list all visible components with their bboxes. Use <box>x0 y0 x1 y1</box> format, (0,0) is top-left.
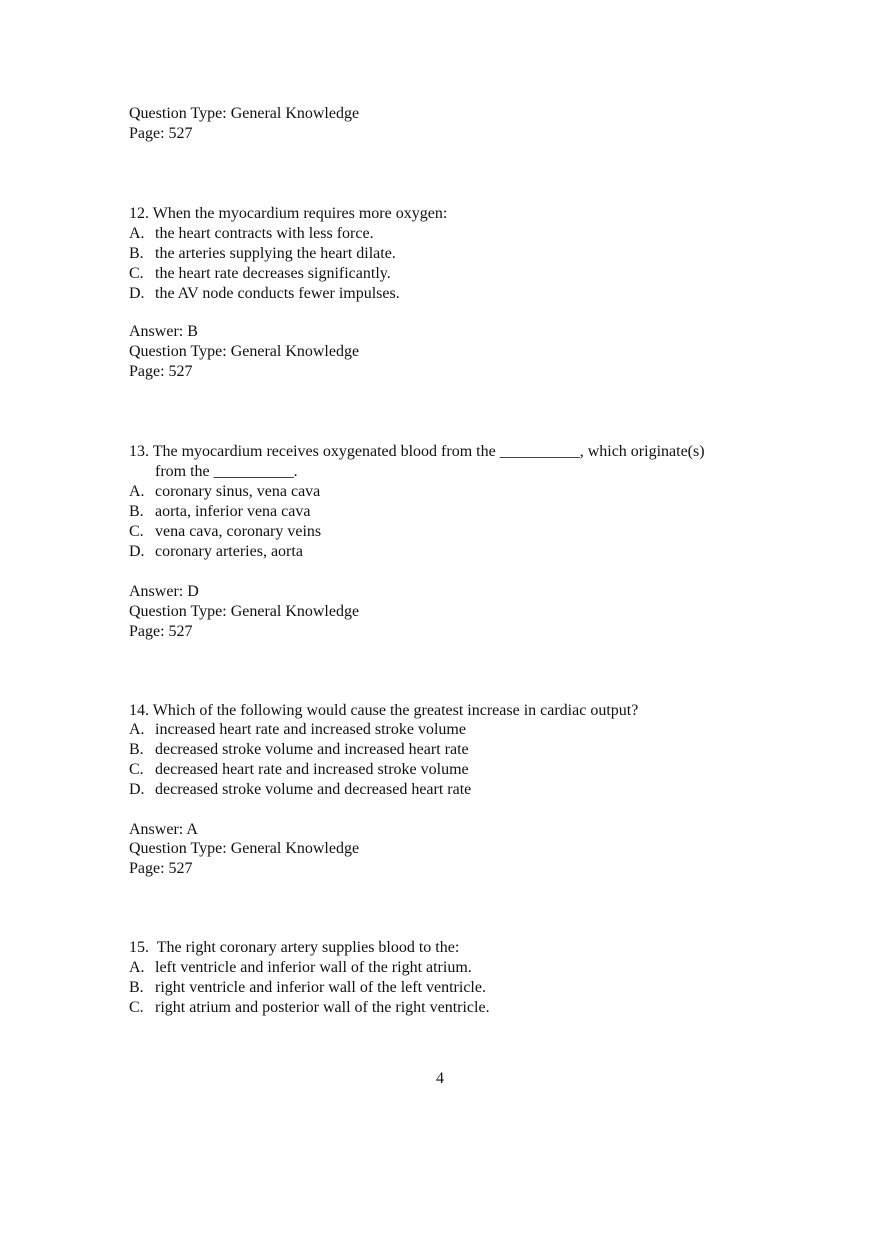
question-type: Question Type: General Knowledge <box>129 840 360 857</box>
question-stem: 14. Which of the following would cause the greatest increase in cardiac output? <box>129 702 639 719</box>
question-stem: 12. When the myocardium requires more oxygen: <box>129 205 448 222</box>
question-type: Question Type: General Knowledge <box>129 343 360 360</box>
option-a: A. coronary sinus, vena cava <box>129 483 321 500</box>
option-c: C. vena cava, coronary veins <box>129 523 322 540</box>
answer: Answer: D <box>129 583 199 600</box>
page-number: 4 <box>436 1070 444 1087</box>
option-b: B. aorta, inferior vena cava <box>129 503 311 520</box>
option-c: C. right atrium and posterior wall of the right ventricle. <box>129 999 490 1016</box>
option-d: D. decreased stroke volume and decreased heart rate <box>129 781 472 798</box>
page-ref: Page: 527 <box>129 860 193 877</box>
prev-question-type: Question Type: General Knowledge <box>129 105 360 122</box>
option-d: D. the AV node conducts fewer impulses. <box>129 285 400 302</box>
option-c: C. decreased heart rate and increased stroke volume <box>129 761 469 778</box>
answer: Answer: A <box>129 821 198 838</box>
page-ref: Page: 527 <box>129 623 193 640</box>
question-stem: 13. The myocardium receives oxygenated blood from the __________, which originate(s) <box>129 443 705 460</box>
question-stem-continued: from the __________. <box>155 463 298 480</box>
option-a: A. the heart contracts with less force. <box>129 225 374 242</box>
page-ref: Page: 527 <box>129 363 193 380</box>
option-d: D. coronary arteries, aorta <box>129 543 303 560</box>
option-a: A. increased heart rate and increased stroke volume <box>129 721 466 738</box>
option-b: B. right ventricle and inferior wall of the left ventricle. <box>129 979 486 996</box>
question-type: Question Type: General Knowledge <box>129 603 360 620</box>
option-b: B. the arteries supplying the heart dilate. <box>129 245 396 262</box>
answer: Answer: B <box>129 323 198 340</box>
option-a: A. left ventricle and inferior wall of the right atrium. <box>129 959 472 976</box>
option-c: C. the heart rate decreases significantly. <box>129 265 391 282</box>
option-b: B. decreased stroke volume and increased heart rate <box>129 741 469 758</box>
question-stem: 15. The right coronary artery supplies blood to the: <box>129 939 460 956</box>
prev-page-ref: Page: 527 <box>129 125 193 142</box>
